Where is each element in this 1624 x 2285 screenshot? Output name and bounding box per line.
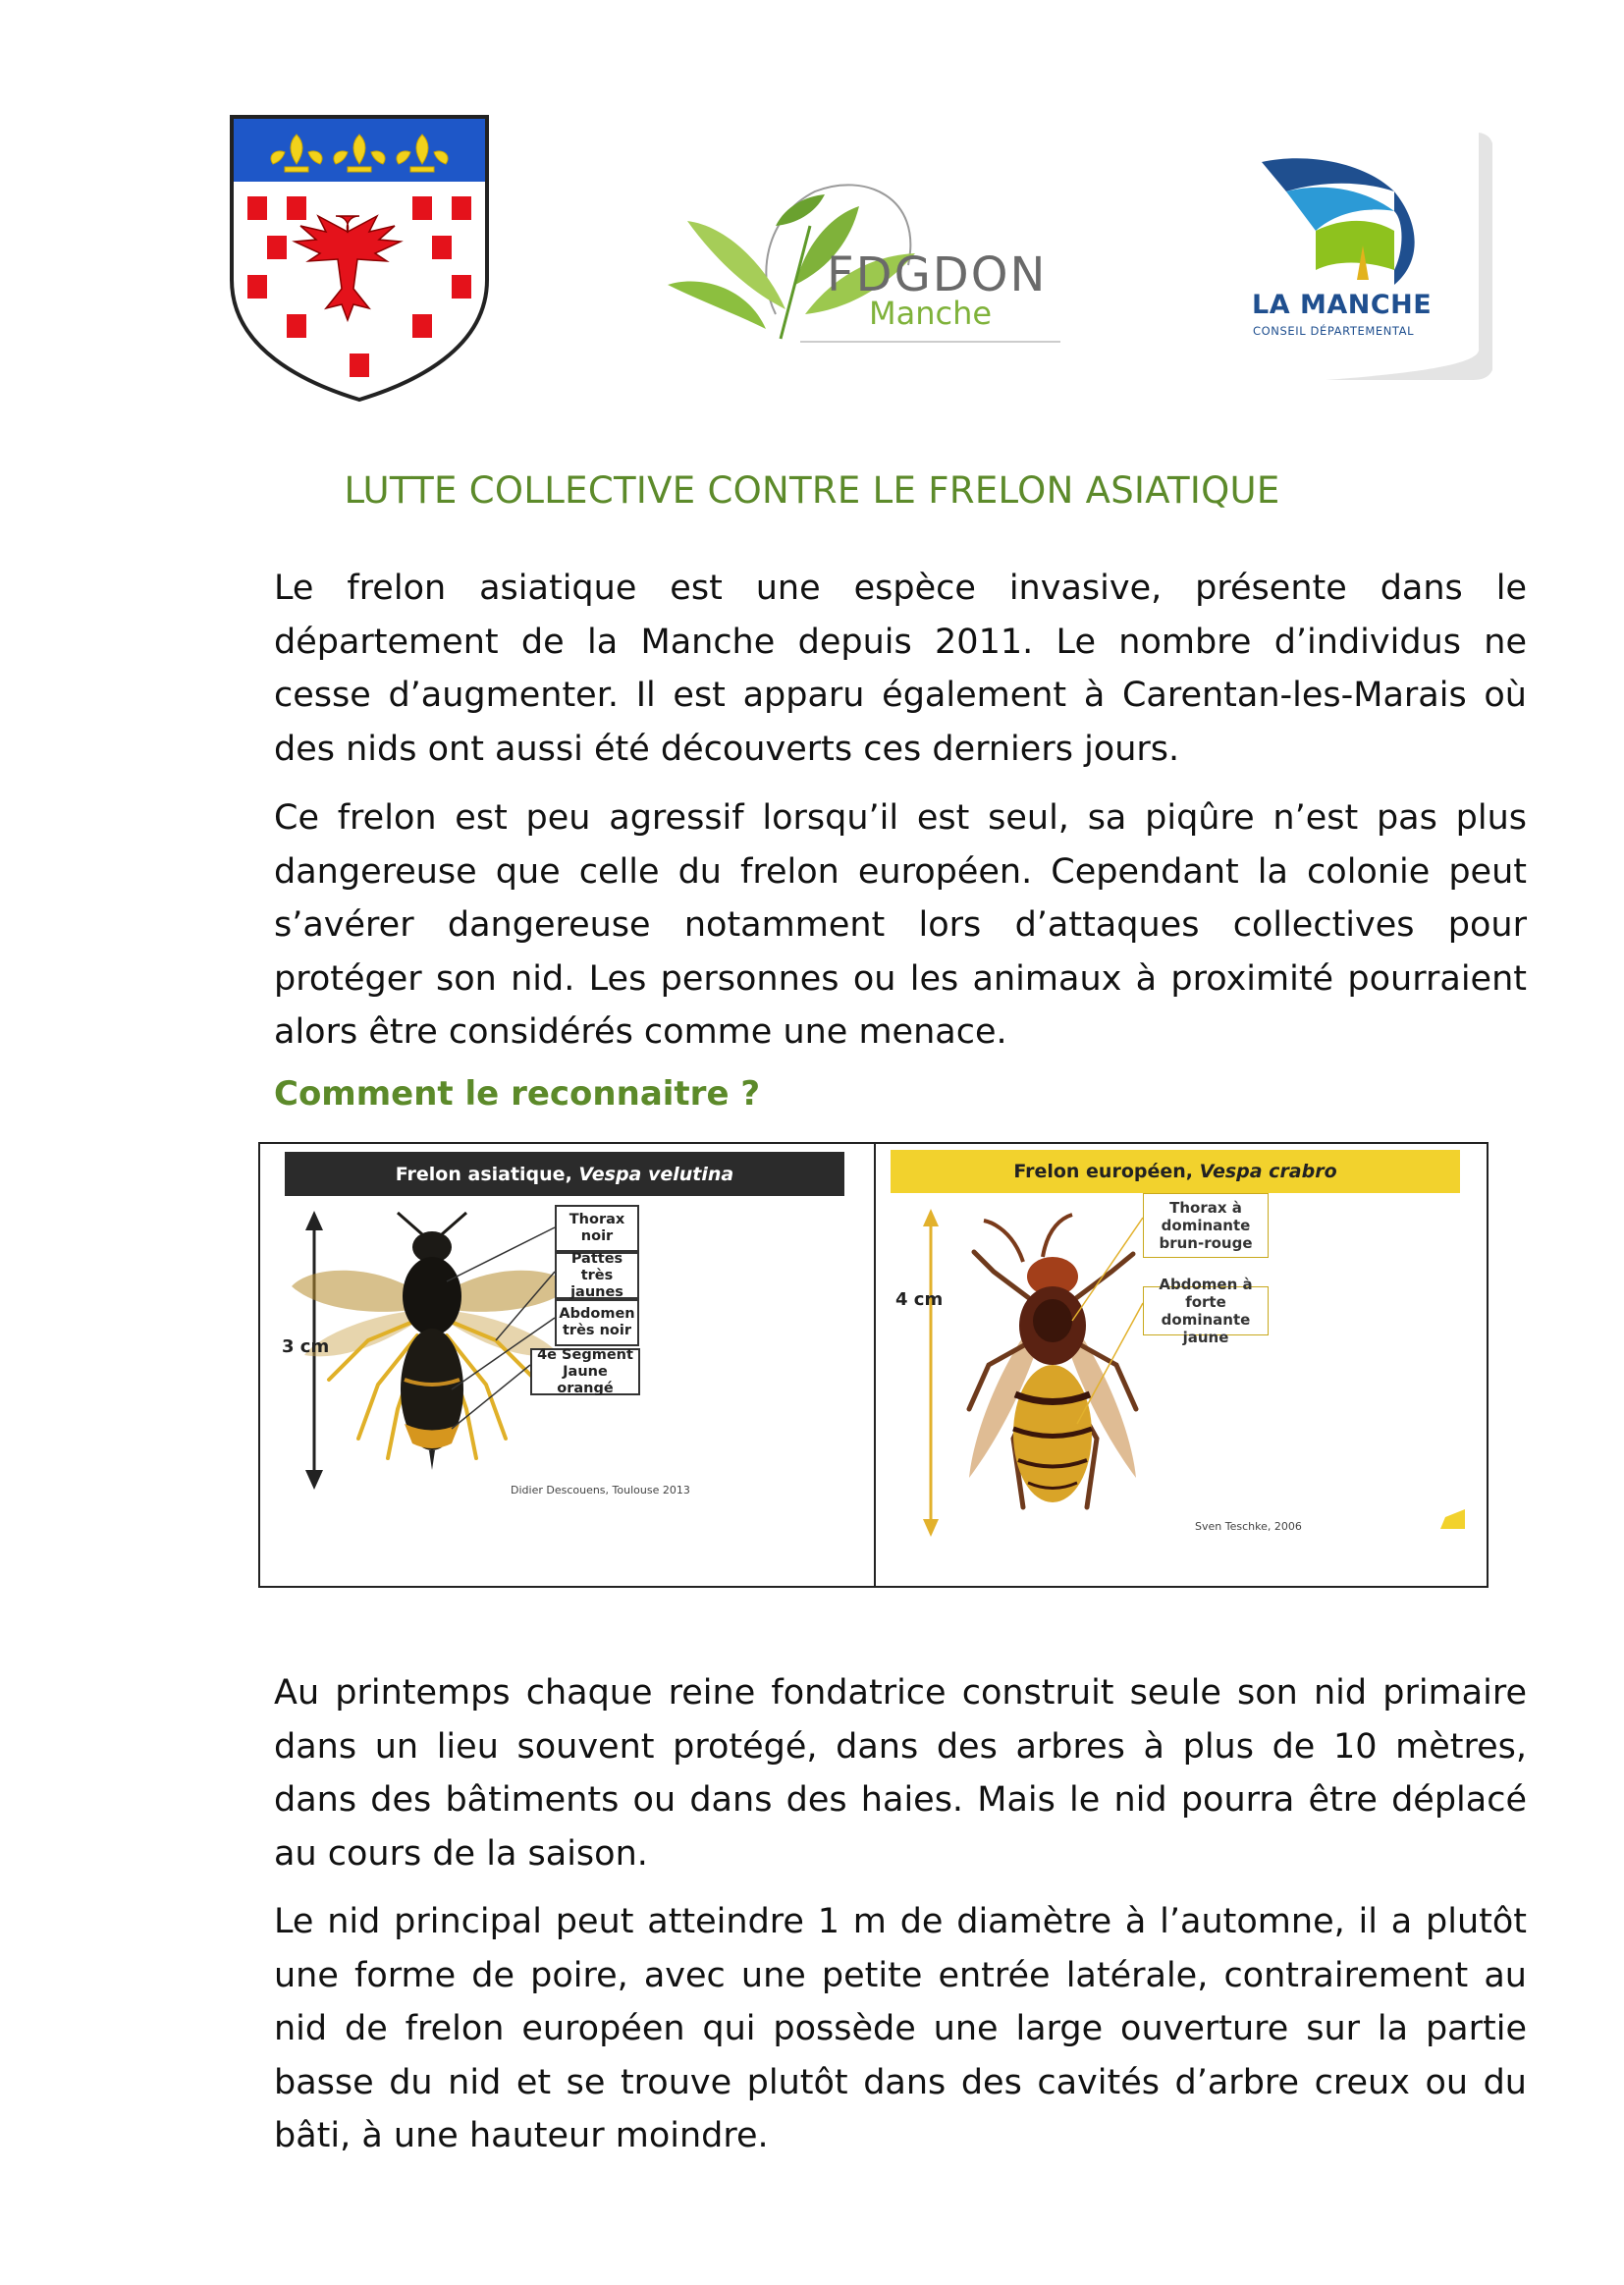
paragraph-intro: Le frelon asiatique est une espèce invasive, présente dans le département de la Manche depuis 2011. Le nombre d’individus ne cesse d’augmenter. Il est apparu également à Carentan-les-Marais où des nids ont aussi été découverts ces derniers jours. <box>274 569 1527 769</box>
dept-name: LA MANCHE <box>1252 290 1433 320</box>
euro-photo-credit: Sven Teschke, 2006 <box>1195 1520 1302 1533</box>
dept-subname: CONSEIL DÉPARTEMENTAL <box>1253 324 1415 338</box>
asian-header-species: Vespa velutina <box>578 1163 734 1185</box>
page-title: LUTTE COLLECTIVE CONTRE LE FRELON ASIATIQUE <box>344 469 1280 512</box>
paragraph-main-nest: Le nid principal peut atteindre 1 m de diamètre à l’automne, il a plutôt une forme de poire, avec une petite entrée latérale, contrairement au nid de frelon européen qui possède une large ouverture sur la partie basse du nid et se trouve plutôt dans des cavités d’arbre creux ou du bâti, à une hauteur moindre. <box>274 1902 1527 2155</box>
section-heading-recognize: Comment le reconnaitre ? <box>274 1074 761 1114</box>
fdgdon-logo <box>658 167 1060 344</box>
hornet-comparison-figure <box>258 1142 1489 1588</box>
fdgdon-name: FDGDON <box>827 247 1048 302</box>
label-abdomen-jaune: Abdomen à forte dominante jaune <box>1143 1286 1269 1335</box>
label-thorax-brun-rouge: Thorax à dominante brun-rouge <box>1143 1193 1269 1258</box>
label-abdomen-noir: Abdomen très noir <box>555 1299 639 1346</box>
asian-size-label: 3 cm <box>282 1336 330 1357</box>
coat-of-arms-logo <box>228 113 491 404</box>
asian-photo-credit: Didier Descouens, Toulouse 2013 <box>511 1484 690 1496</box>
paragraph-danger: Ce frelon est peu agressif lorsqu’il est seul, sa piqûre n’est pas plus dangereuse que celle du frelon européen. Cependant la colonie peut s’avérer dangereuse notamment lors d’attaques collectives pour protéger son nid. Les personnes ou les animaux à proximité pourraient alors être considérés comme une menace. <box>274 798 1527 1052</box>
la-manche-logo <box>1247 123 1492 386</box>
asian-hornet-panel <box>260 1144 874 1586</box>
asian-header-common-name: Frelon asiatique, <box>395 1163 572 1185</box>
label-thorax-noir: Thorax noir <box>555 1205 639 1252</box>
label-pattes-jaunes: Pattes très jaunes <box>555 1252 639 1299</box>
label-4e-segment: 4e Segment Jaune orangé <box>530 1348 640 1395</box>
paragraph-primary-nest: Au printemps chaque reine fondatrice construit seule son nid primaire dans un lieu souvent protégé, dans des arbres à plus de 10 mètres, dans des bâtiments ou dans des haies. Mais le nid pourra être déplacé au cours de la saison. <box>274 1673 1527 1874</box>
euro-header-species: Vespa crabro <box>1199 1161 1337 1182</box>
euro-size-label: 4 cm <box>895 1289 944 1310</box>
european-hornet-panel <box>876 1144 1489 1586</box>
euro-header-common-name: Frelon européen, <box>1013 1161 1193 1182</box>
fdgdon-subname: Manche <box>869 295 993 332</box>
